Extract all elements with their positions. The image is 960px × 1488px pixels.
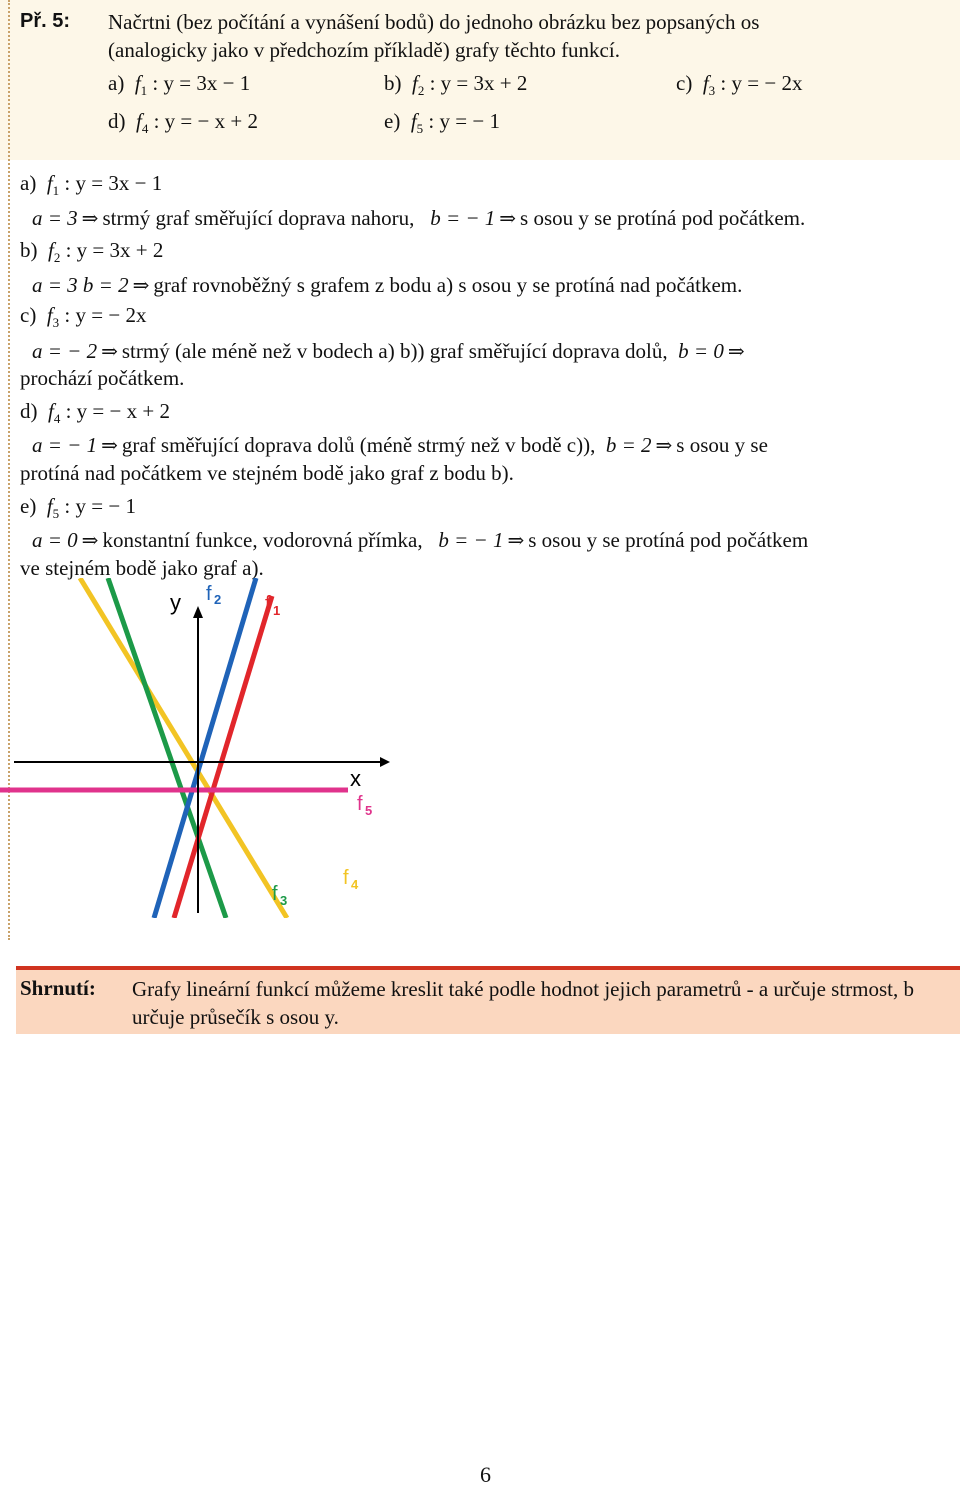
solution-b-head: b) $f_2$ : y = 3x + 2 <box>20 238 164 265</box>
label-f3 <box>272 883 287 908</box>
implies-icon: ⇒ <box>727 341 745 363</box>
task-item-e: e) $f_5$ : y = − 1 <box>384 109 500 136</box>
svg-text:4: 4 <box>351 877 359 892</box>
svg-text:f: f <box>357 793 363 815</box>
y-axis-label: y <box>170 590 181 615</box>
solution-d-line2: protíná nad počátkem ve stejném bodě jako graf z bodu b). <box>20 461 514 485</box>
implies-icon: ⇒ <box>81 208 99 230</box>
task-item-c: c) $f_3$ : y = − 2x <box>676 71 803 98</box>
y-axis-arrow-icon <box>193 606 203 618</box>
label-f5 <box>357 793 372 818</box>
task-item-b: b) $f_2$ : y = 3x + 2 <box>384 71 528 98</box>
solution-a-line: a = 3 ⇒ strmý graf směřující doprava nahoru, b = − 1 ⇒ s osou y se protíná pod počátkem. <box>32 206 806 230</box>
svg-text:5: 5 <box>365 803 373 818</box>
implies-icon: ⇒ <box>132 275 150 297</box>
x-axis-label: x <box>350 766 361 791</box>
task-text-line2: (analogicky jako v předchozím příkladě) grafy těchto funkcí. <box>108 38 620 62</box>
solution-c-line2: prochází počátkem. <box>20 366 185 390</box>
svg-text:2: 2 <box>214 592 222 607</box>
svg-text:f: f <box>272 883 278 905</box>
task-item-d: d) $f_4$ : y = − x + 2 <box>108 109 258 136</box>
function-graph <box>0 578 420 918</box>
svg-text:1: 1 <box>273 603 281 618</box>
summary-text: Grafy lineární funkcí můžeme kreslit také podle hodnot jejich parametrů - a určuje strmost, b určuje průsečík s osou y. <box>132 977 914 1029</box>
solution-d-line: a = − 1 ⇒ graf směřující doprava dolů (méně strmý než v bodě c)), b = 2 ⇒ s osou y se <box>32 433 768 457</box>
solution-e-head: e) $f_5$ : y = − 1 <box>20 494 136 521</box>
solution-a-head: a) $f_1$ : y = 3x − 1 <box>20 171 163 198</box>
solution-c-line: a = − 2 ⇒ strmý (ale méně než v bodech a) b)) graf směřující doprava dolů, b = 0 ⇒ <box>32 339 745 363</box>
implies-icon: ⇒ <box>655 435 673 457</box>
solution-c-head: c) $f_3$ : y = − 2x <box>20 303 147 330</box>
solution-e-line2: ve stejném bodě jako graf a). <box>20 556 264 580</box>
label-f2 <box>206 583 221 607</box>
svg-text:f: f <box>206 583 212 605</box>
task-item-a: a) $f_1$ : y = 3x − 1 <box>108 71 251 98</box>
svg-text:3: 3 <box>280 893 288 908</box>
summary-label: Shrnutí: <box>20 976 96 1000</box>
solution-d-head: d) $f_4$ : y = − x + 2 <box>20 399 170 426</box>
implies-icon: ⇒ <box>507 530 525 552</box>
implies-icon: ⇒ <box>101 341 118 363</box>
solution-b-line: a = 3 b = 2 ⇒ graf rovnoběžný s grafem z bodu a) s osou y se protíná nad počátkem. <box>32 273 743 297</box>
task-text-line1: Načrtni (bez počítání a vynášení bodů) do jednoho obrázku bez popsaných os <box>108 10 760 34</box>
line-f4 <box>80 578 287 918</box>
x-axis-arrow-icon <box>380 757 390 767</box>
svg-text:f: f <box>265 593 271 615</box>
svg-text:f: f <box>343 867 349 889</box>
task-label: Př. 5: <box>20 10 71 32</box>
implies-icon: ⇒ <box>101 435 118 457</box>
implies-icon: ⇒ <box>81 530 99 552</box>
solution-e-line: a = 0 ⇒ konstantní funkce, vodorovná přímka, b = − 1 ⇒ s osou y se protíná pod počátkem <box>32 528 809 552</box>
label-f4 <box>343 867 359 892</box>
implies-icon: ⇒ <box>499 208 517 230</box>
page-number: 6 <box>480 1462 491 1487</box>
